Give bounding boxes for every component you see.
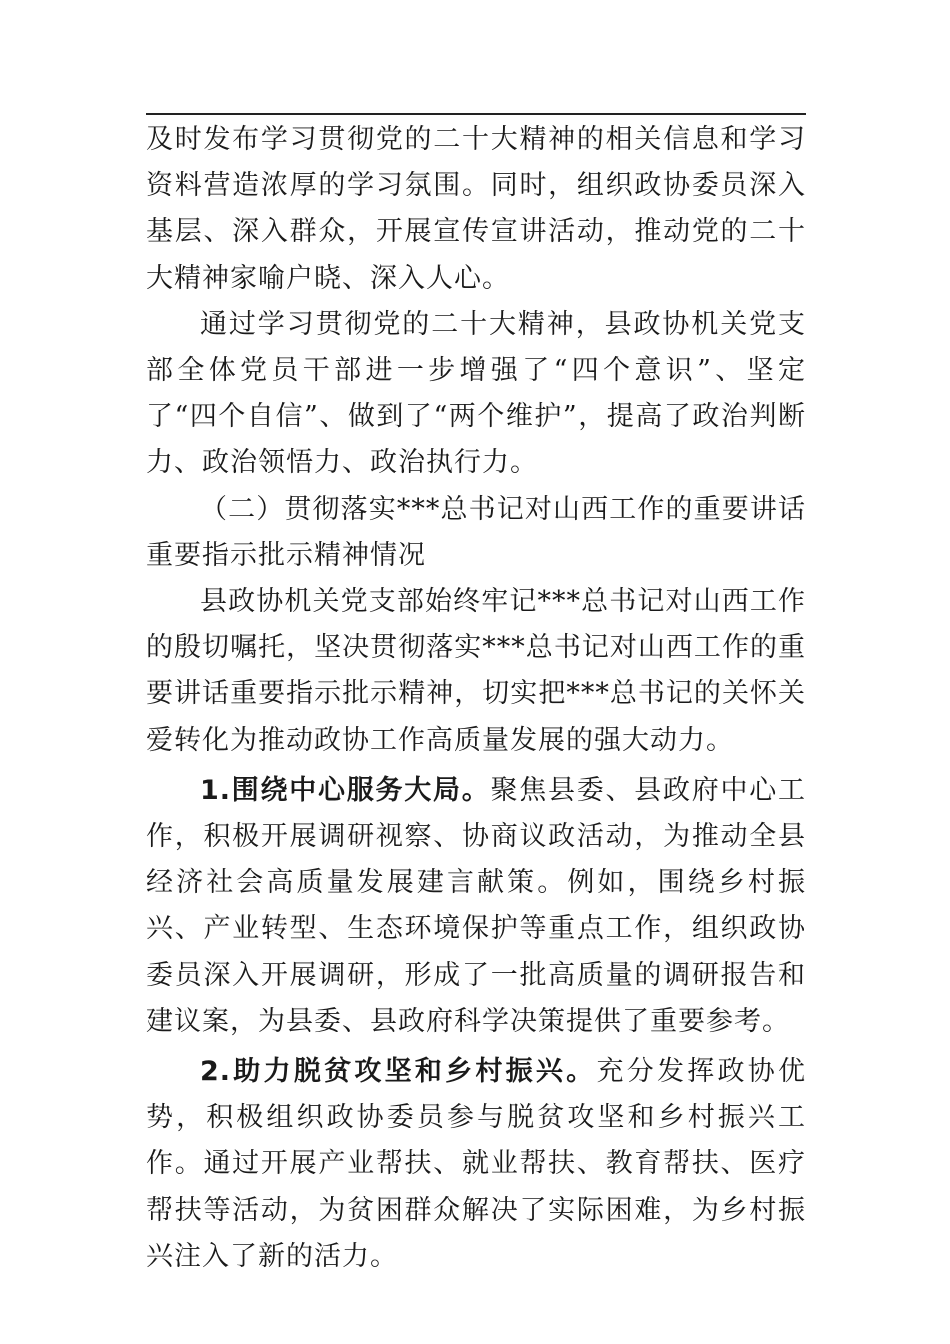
paragraph-text: 及时发布学习贯彻党的二十大精神的相关信息和学习资料营造浓厚的学习氛围。同时，组织政协委员深入基层、深入群众，开展宣传宣讲活动，推动党的二十大精神家喻户晓、深入人心。 (146, 124, 806, 294)
paragraph-text: 通过学习贯彻党的二十大精神，县政协机关党支部全体党员干部进一步增强了“四个意识”、坚定了“四个自信”、做到了“两个维护”，提高了政治判断力、政治领悟力、政治执行力。 (146, 308, 806, 479)
paragraph-text: 聚焦县委、县政府中心工作，积极开展调研视察、协商议政活动，为推动全县经济社会高质量发展建言献策。例如，围绕乡村振兴、产业转型、生态环境保护等重点工作，组织政协委员深入开展调研，形成了一批高质量的调研报告和建议案，为县委、县政府科学决策提供了重要参考。 (146, 774, 807, 1037)
paragraph-text: 县政协机关党支部始终牢记***总书记对山西工作的殷切嘱托，坚决贯彻落实***总书记对山西工作的重要讲话重要指示批示精神，切实把***总书记的关怀关爱转化为推动政协工作高质量发展的强大动力。 (146, 586, 806, 756)
paragraph-continuation (146, 117, 806, 302)
paragraph-implementation (146, 579, 806, 764)
item-lead-2: 2.助力脱贫攻坚和乡村振兴。 (200, 1056, 597, 1088)
item-lead-1: 1.围绕中心服务大局。 (200, 774, 491, 806)
paragraph-text: 充分发挥政协优势，积极组织政协委员参与脱贫攻坚和乡村振兴工作。通过开展产业帮扶、就业帮扶、教育帮扶、医疗帮扶等活动，为贫困群众解决了实际困难，为乡村振兴注入了新的活力。 (146, 1056, 807, 1272)
document-body (146, 117, 806, 1280)
paragraph-item-2 (146, 1049, 806, 1280)
paragraph-study-outcome (146, 302, 806, 487)
paragraph-item-1 (146, 768, 806, 1045)
header-rule (146, 113, 806, 115)
section-heading-text: （二）贯彻落实***总书记对山西工作的重要讲话重要指示批示精神情况 (146, 493, 806, 571)
section-heading-two (146, 487, 806, 579)
